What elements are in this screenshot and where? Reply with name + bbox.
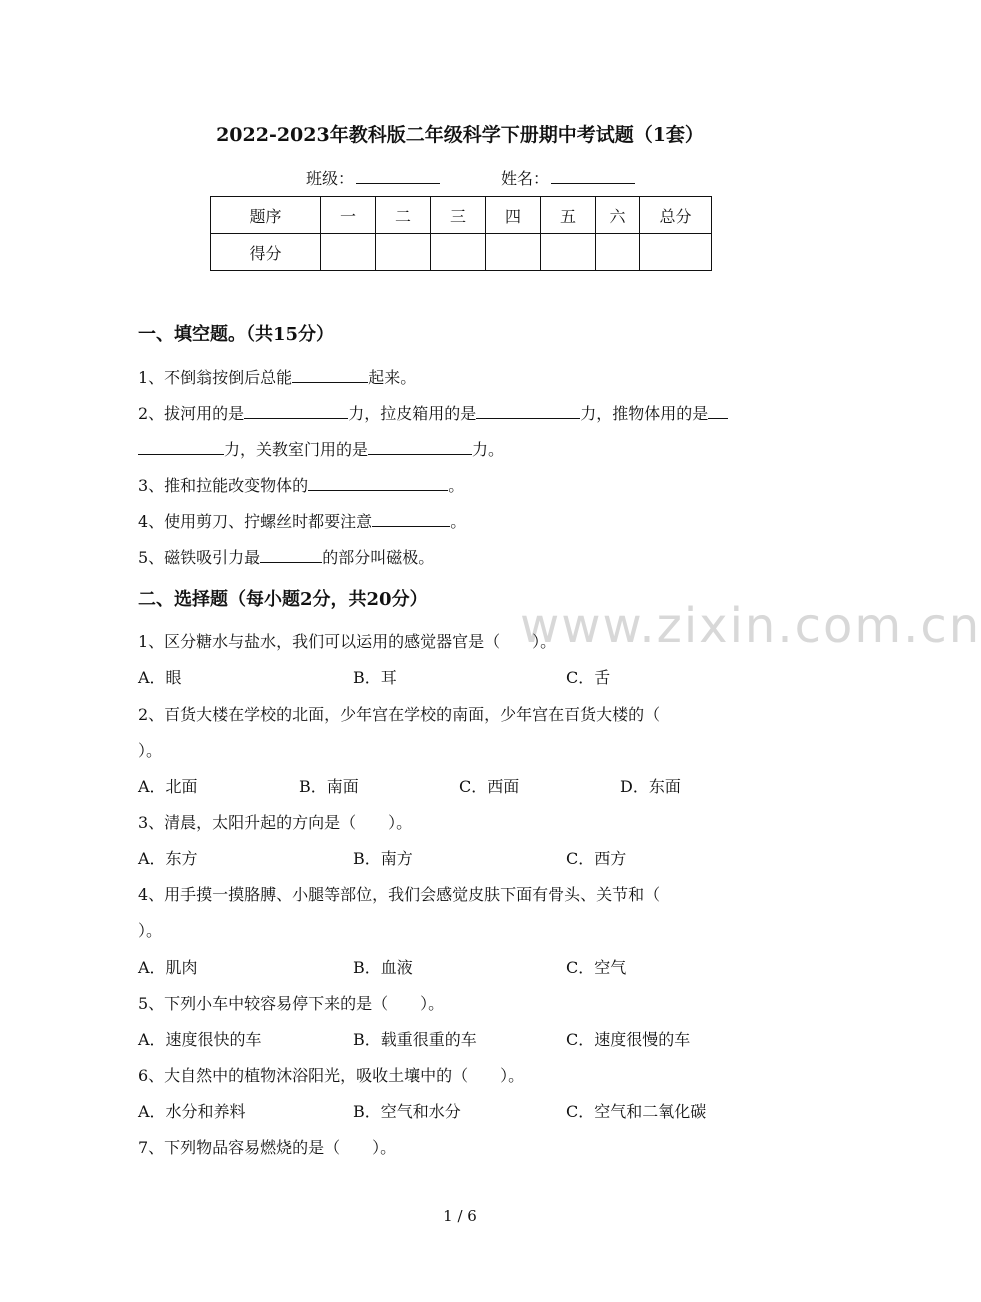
- s2-question-4: 4、用手摸一摸胳膊、小腿等部位，我们会感觉皮肤下面有骨头、关节和（: [138, 885, 661, 904]
- score-cell: 三: [431, 197, 486, 234]
- answer-blank[interactable]: [708, 404, 728, 419]
- s1-question-2-cont: [138, 437, 504, 460]
- name-label: 姓名：: [501, 169, 550, 188]
- s1-q1-text-end: 起来。: [368, 368, 417, 387]
- s1-question-1: [138, 365, 416, 388]
- answer-blank[interactable]: [476, 404, 580, 419]
- score-cell: 四: [486, 197, 541, 234]
- s2-question-2-cont: ）。: [138, 741, 163, 760]
- s1-q2-text: 力，关教室门用的是: [224, 440, 369, 459]
- option-b[interactable]: B．南面: [299, 777, 359, 796]
- option-b[interactable]: B．载重很重的车: [353, 1030, 477, 1049]
- s1-q2-text: 力，拉皮箱用的是: [348, 404, 477, 423]
- answer-blank[interactable]: [244, 404, 348, 419]
- option-a[interactable]: A．水分和养料: [138, 1102, 246, 1121]
- score-cell: 五: [541, 197, 596, 234]
- answer-blank[interactable]: [260, 548, 322, 563]
- option-a[interactable]: A．东方: [138, 849, 198, 868]
- option-c[interactable]: C．西方: [566, 849, 627, 868]
- watermark: www.zixin.com.cn: [520, 598, 981, 654]
- section2-heading: 二、选择题（每小题2分，共20分）: [138, 589, 428, 610]
- answer-blank[interactable]: [372, 512, 450, 527]
- answer-blank[interactable]: [308, 476, 448, 491]
- score-input-cell[interactable]: [431, 234, 486, 271]
- score-table-score-row: [211, 234, 712, 271]
- score-cell: 一: [321, 197, 376, 234]
- option-b[interactable]: B．血液: [353, 958, 413, 977]
- s2-question-5: 5、下列小车中较容易停下来的是（ ）。: [138, 994, 445, 1013]
- score-label-cell: 得分: [211, 234, 321, 271]
- option-a[interactable]: A．眼: [138, 668, 182, 687]
- option-c[interactable]: C．空气: [566, 958, 627, 977]
- s2-question-2: 2、百货大楼在学校的北面，少年宫在学校的南面，少年宫在百货大楼的（: [138, 705, 661, 724]
- class-label: 班级：: [306, 169, 355, 188]
- s1-q2-text: 力，推物体用的是: [580, 404, 709, 423]
- score-input-cell[interactable]: [486, 234, 541, 271]
- score-input-cell[interactable]: [640, 234, 712, 271]
- score-table: [210, 196, 712, 271]
- s1-question-3: [138, 473, 464, 496]
- name-field: [501, 166, 635, 189]
- page-title: 2022-2023年教科版二年级科学下册期中考试题（1套）: [216, 124, 704, 146]
- s1-q5-text-end: 的部分叫磁极。: [322, 548, 435, 567]
- s1-q1-text: 1、不倒翁按倒后总能: [138, 368, 293, 387]
- section1-heading: 一、填空题。（共15分）: [138, 324, 335, 345]
- answer-blank[interactable]: [292, 368, 368, 383]
- s1-q4-text: 4、使用剪刀、拧螺丝时都要注意: [138, 512, 373, 531]
- option-d[interactable]: D．东面: [620, 777, 681, 796]
- option-b[interactable]: B．空气和水分: [353, 1102, 461, 1121]
- name-blank[interactable]: [551, 169, 635, 184]
- option-c[interactable]: C．速度很慢的车: [566, 1030, 691, 1049]
- score-input-cell[interactable]: [376, 234, 431, 271]
- option-c[interactable]: C．舌: [566, 668, 611, 687]
- s1-question-4: [138, 509, 466, 532]
- option-b[interactable]: B．耳: [353, 668, 397, 687]
- s1-q2-text: 2、拔河用的是: [138, 404, 245, 423]
- class-field: [306, 166, 440, 189]
- s1-q3-text-end: 。: [448, 476, 465, 495]
- s2-question-4-cont: ）。: [138, 921, 163, 940]
- s2-question-1: 1、区分糖水与盐水，我们可以运用的感觉器官是（ ）。: [138, 632, 557, 651]
- score-input-cell[interactable]: [321, 234, 376, 271]
- option-a[interactable]: A．速度很快的车: [138, 1030, 262, 1049]
- score-cell: 二: [376, 197, 431, 234]
- score-table-header-row: [211, 197, 712, 234]
- option-a[interactable]: A．北面: [138, 777, 198, 796]
- score-cell: 六: [596, 197, 640, 234]
- s2-question-7: 7、下列物品容易燃烧的是（ ）。: [138, 1138, 397, 1157]
- s1-q3-text: 3、推和拉能改变物体的: [138, 476, 309, 495]
- s1-q5-text: 5、磁铁吸引力最: [138, 548, 261, 567]
- option-c[interactable]: C．西面: [459, 777, 520, 796]
- s1-question-2: [138, 401, 728, 424]
- s1-question-5: [138, 545, 434, 568]
- option-b[interactable]: B．南方: [353, 849, 413, 868]
- s1-q2-text-end: 力。: [472, 440, 505, 459]
- answer-blank[interactable]: [368, 440, 472, 455]
- option-c[interactable]: C．空气和二氧化碳: [566, 1102, 707, 1121]
- answer-blank[interactable]: [138, 440, 224, 455]
- s2-question-6: 6、大自然中的植物沐浴阳光，吸收土壤中的（ ）。: [138, 1066, 525, 1085]
- score-input-cell[interactable]: [541, 234, 596, 271]
- score-input-cell[interactable]: [596, 234, 640, 271]
- score-cell: 题序: [211, 197, 321, 234]
- page-number: 1 / 6: [443, 1207, 477, 1225]
- s1-q4-text-end: 。: [450, 512, 467, 531]
- score-cell: 总分: [640, 197, 712, 234]
- option-a[interactable]: A．肌肉: [138, 958, 198, 977]
- class-blank[interactable]: [356, 169, 440, 184]
- s2-question-3: 3、清晨，太阳升起的方向是（ ）。: [138, 813, 413, 832]
